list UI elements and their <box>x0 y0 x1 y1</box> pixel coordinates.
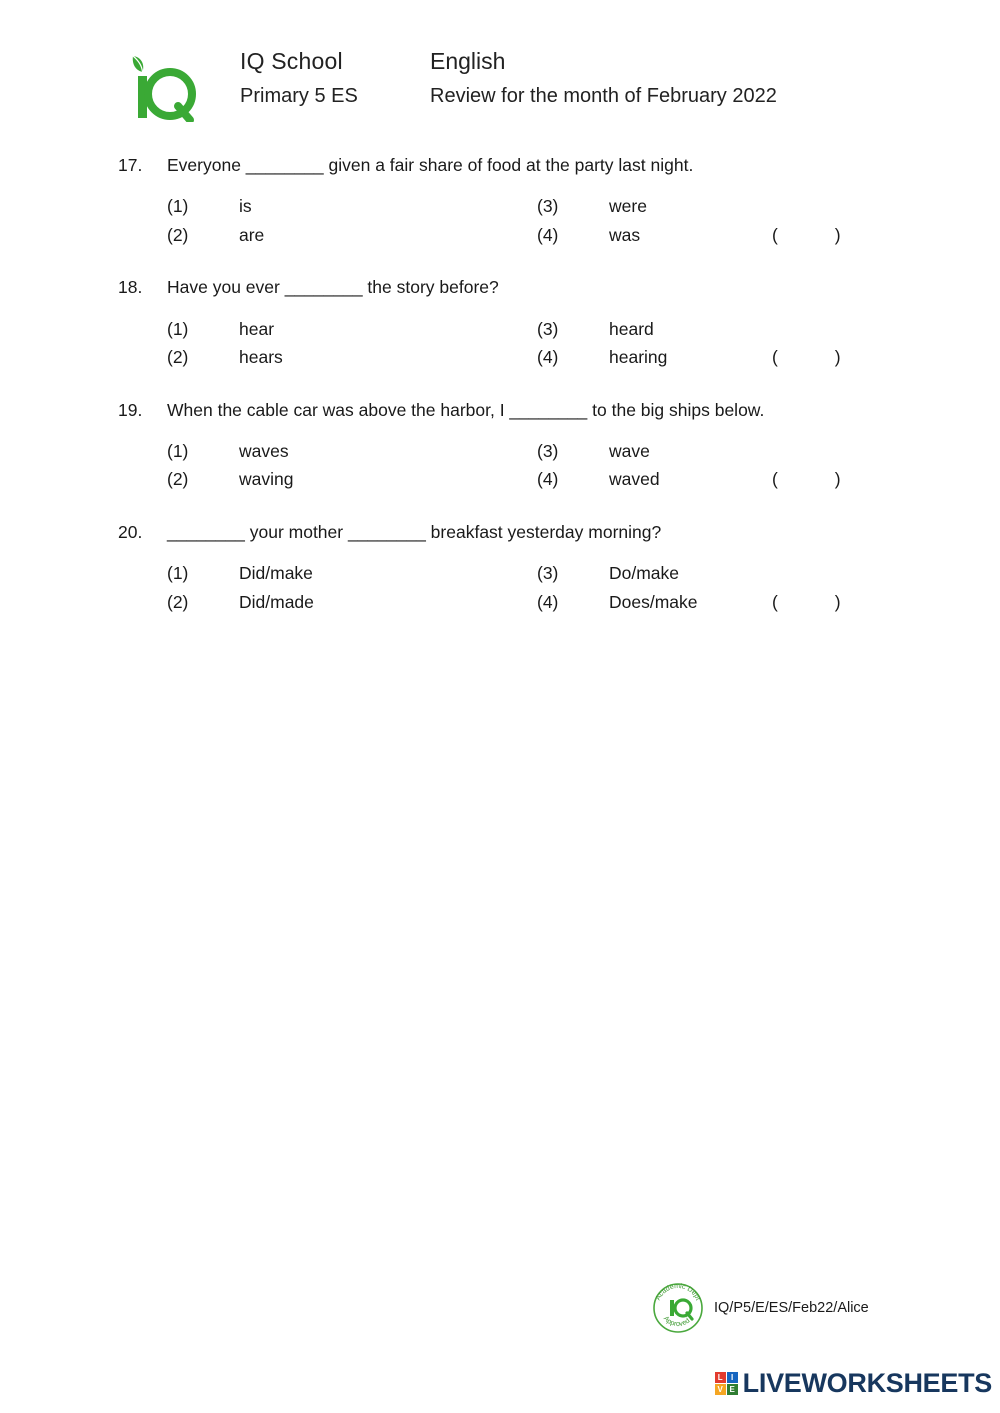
option-key: (2) <box>167 224 189 245</box>
option-item[interactable] <box>537 194 772 220</box>
svg-text:Approved: Approved <box>661 1315 692 1329</box>
option-item[interactable] <box>167 317 537 343</box>
cube-letter-i: I <box>727 1372 738 1383</box>
review-line: Review for the month of February 2022 <box>430 85 777 107</box>
option-value: Did/make <box>239 563 313 584</box>
question-head <box>118 274 948 300</box>
question-number: 17. <box>118 155 143 175</box>
header-text-block <box>240 48 777 108</box>
option-row <box>167 317 948 343</box>
question-text: When the cable car was above the harbor, I ________ to the big ships below. <box>167 399 765 420</box>
header-subtitle-row <box>240 85 777 108</box>
answer-box[interactable]: ( ) <box>772 347 843 368</box>
option-item[interactable] <box>167 467 537 493</box>
subject-name: English <box>430 48 506 74</box>
svg-text:Academic Dept: Academic Dept <box>654 1282 702 1302</box>
option-item[interactable] <box>167 590 537 616</box>
spacer <box>118 260 948 274</box>
cube-letter-e: E <box>727 1384 738 1395</box>
question-block <box>118 519 948 615</box>
answer-box[interactable]: ( ) <box>772 224 843 245</box>
option-row <box>167 223 948 249</box>
header-title-row <box>240 48 777 75</box>
document-code: IQ/P5/E/ES/Feb22/Alice <box>714 1300 869 1316</box>
option-item[interactable] <box>167 194 537 220</box>
option-value: wave <box>609 440 650 461</box>
option-key: (4) <box>537 469 559 490</box>
liveworksheets-cube-icon <box>715 1372 738 1395</box>
option-value: waved <box>609 469 660 490</box>
option-item[interactable] <box>537 439 772 465</box>
option-value: waving <box>239 469 294 490</box>
liveworksheets-watermark[interactable] <box>715 1368 992 1399</box>
option-key: (2) <box>167 469 189 490</box>
question-head <box>118 152 948 178</box>
option-row <box>167 345 948 371</box>
option-item[interactable] <box>167 439 537 465</box>
options-group <box>167 561 948 615</box>
cube-letter-v: V <box>715 1384 726 1395</box>
academic-dept-approved-seal-icon <box>650 1280 706 1336</box>
option-item[interactable] <box>537 223 772 249</box>
question-text: ________ your mother ________ breakfast yesterday morning? <box>167 522 662 543</box>
option-value: are <box>239 224 265 245</box>
options-group <box>167 439 948 493</box>
option-row <box>167 561 948 587</box>
option-value: was <box>609 224 641 245</box>
option-item[interactable] <box>167 561 537 587</box>
option-value: Does/make <box>609 591 698 612</box>
option-key: (1) <box>167 563 189 584</box>
option-value: were <box>609 196 647 217</box>
option-row <box>167 439 948 465</box>
spacer <box>118 383 948 397</box>
option-item[interactable] <box>537 590 772 616</box>
option-value: heard <box>609 318 654 339</box>
liveworksheets-brand: LIVEWORKSHEETS <box>742 1368 992 1398</box>
school-name: IQ School <box>240 48 343 74</box>
question-head <box>118 397 948 423</box>
question-block <box>118 397 948 493</box>
question-number: 19. <box>118 399 143 420</box>
option-value: is <box>239 196 252 217</box>
option-row <box>167 590 948 616</box>
option-item[interactable] <box>537 561 772 587</box>
option-key: (1) <box>167 196 189 217</box>
answer-box[interactable]: ( ) <box>772 469 843 490</box>
option-key: (2) <box>167 591 189 612</box>
worksheet-header <box>118 48 938 138</box>
answer-box[interactable]: ( ) <box>772 591 843 612</box>
question-block <box>118 152 948 248</box>
spacer <box>118 505 948 519</box>
option-value: hear <box>239 318 275 339</box>
option-value: hears <box>239 347 283 368</box>
question-number: 18. <box>118 277 143 298</box>
option-row <box>167 467 948 493</box>
option-item[interactable] <box>537 467 772 493</box>
option-key: (3) <box>537 318 559 339</box>
option-key: (3) <box>537 196 559 217</box>
option-value: waves <box>239 440 289 461</box>
option-key: (1) <box>167 440 189 461</box>
question-head <box>118 519 948 545</box>
iq-school-logo-icon <box>118 50 196 122</box>
option-item[interactable] <box>537 345 772 371</box>
question-number: 20. <box>118 522 143 543</box>
option-value: Do/make <box>609 563 680 584</box>
option-key: (3) <box>537 440 559 461</box>
footer-stamp <box>650 1280 869 1336</box>
cube-letter-l: L <box>715 1372 726 1383</box>
questions-list <box>118 152 948 627</box>
options-group <box>167 194 948 248</box>
question-block <box>118 274 948 370</box>
options-group <box>167 317 948 371</box>
question-text: Everyone ________ given a fair share of food at the party last night. <box>167 155 694 175</box>
option-item[interactable] <box>167 223 537 249</box>
option-item[interactable] <box>537 317 772 343</box>
option-key: (3) <box>537 563 559 584</box>
option-key: (2) <box>167 347 189 368</box>
option-item[interactable] <box>167 345 537 371</box>
option-row <box>167 194 948 220</box>
option-value: Did/made <box>239 591 314 612</box>
question-text: Have you ever ________ the story before? <box>167 277 499 298</box>
option-key: (4) <box>537 347 559 368</box>
option-key: (4) <box>537 224 559 245</box>
class-name: Primary 5 ES <box>240 85 358 107</box>
option-value: hearing <box>609 347 668 368</box>
option-key: (4) <box>537 591 559 612</box>
option-key: (1) <box>167 318 189 339</box>
